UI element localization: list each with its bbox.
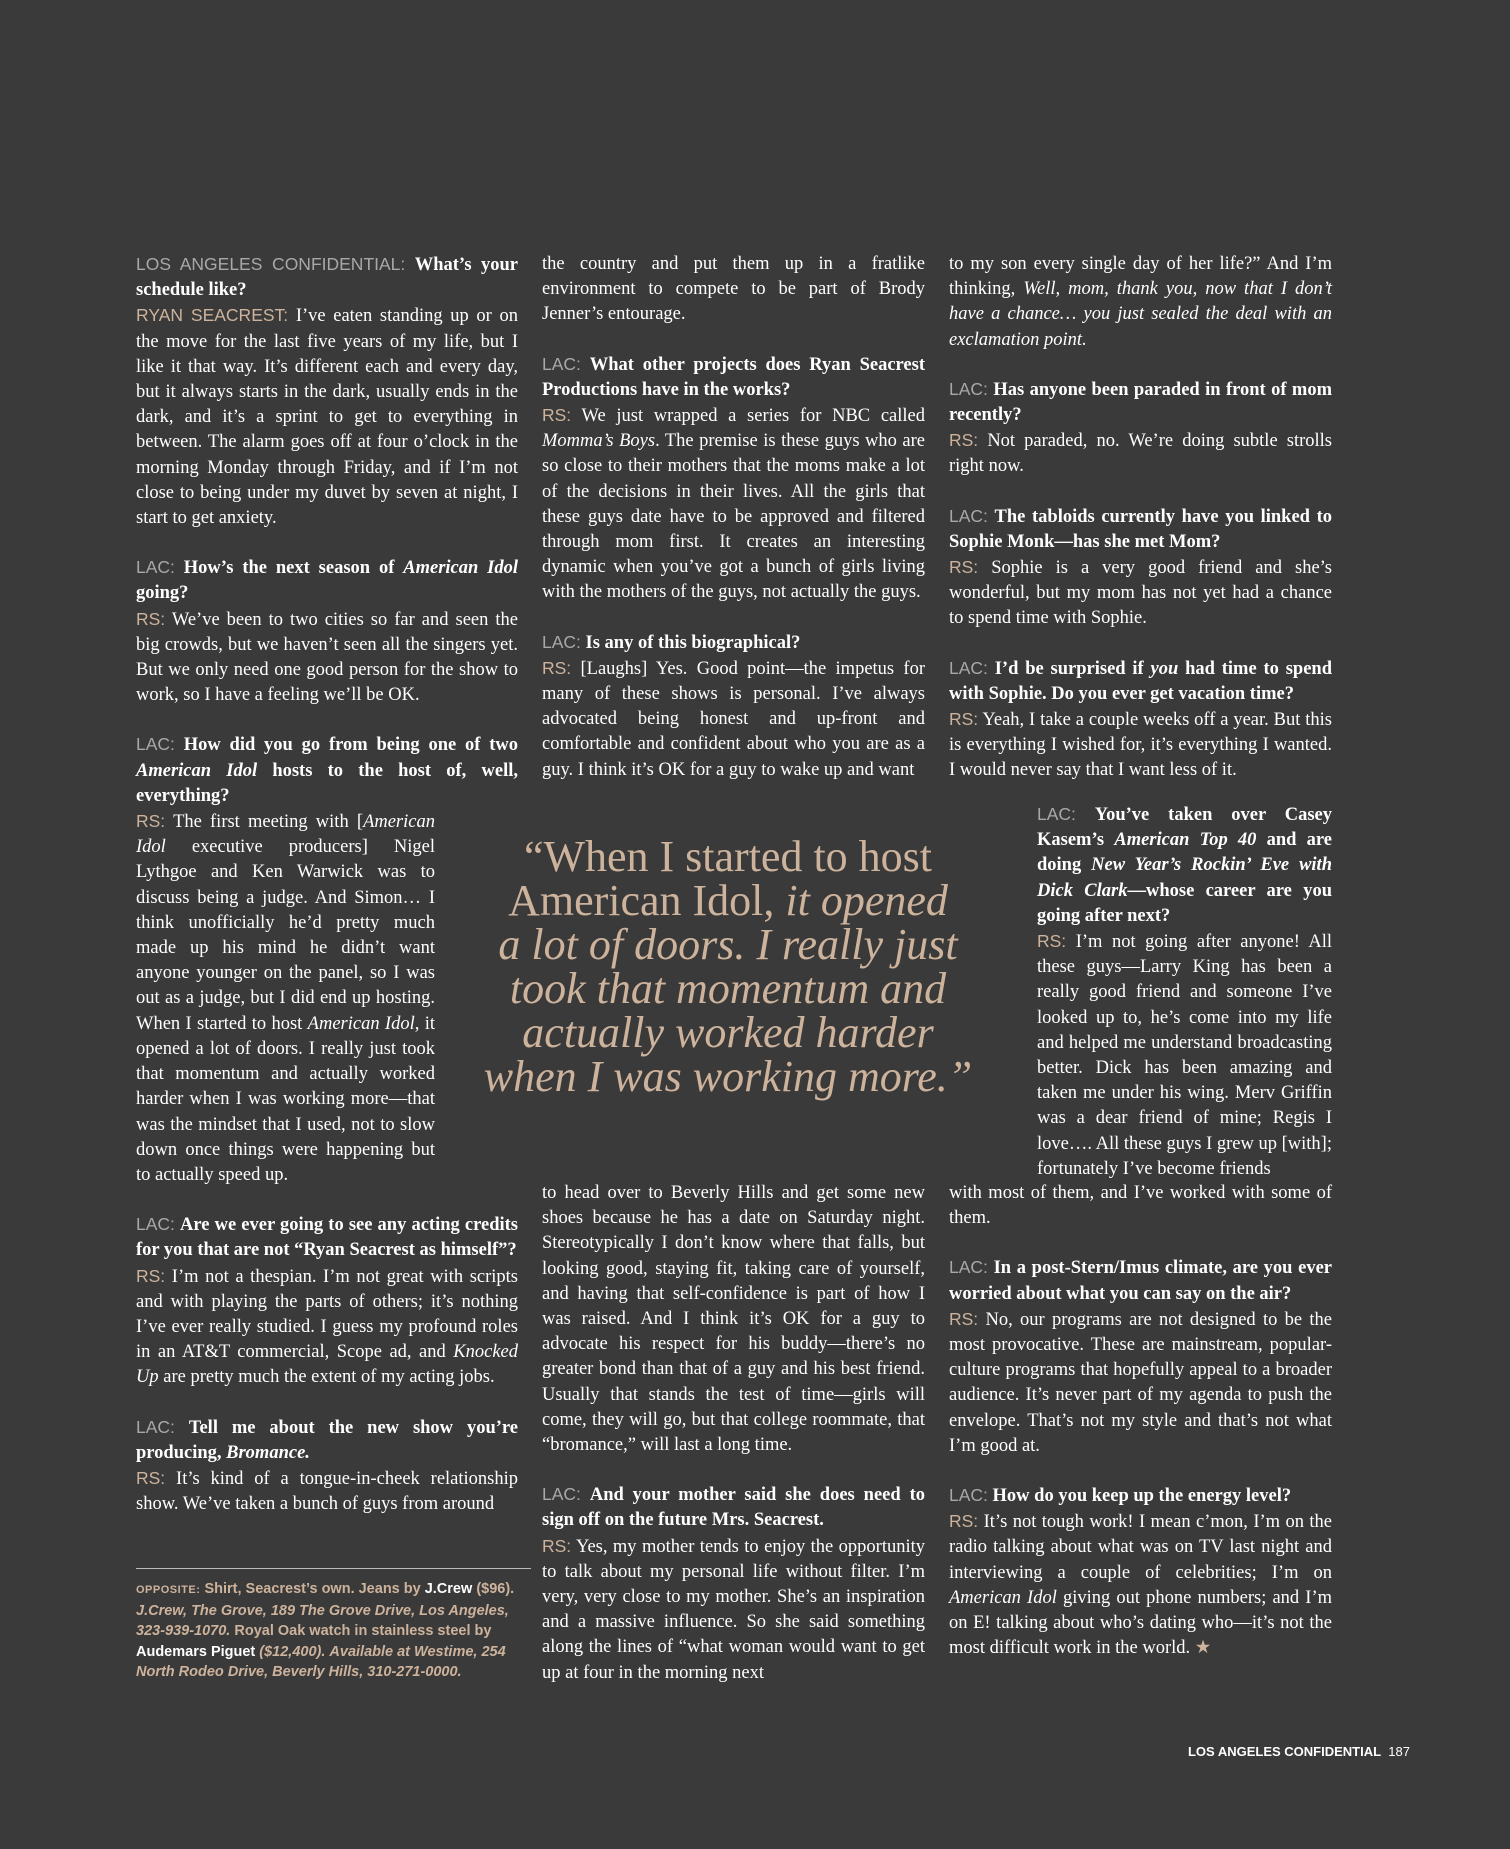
page-footer — [1188, 1744, 1410, 1759]
qa-career — [1037, 802, 1332, 1182]
qa-schedule — [136, 252, 518, 531]
interviewer-label: LAC: — [542, 1484, 581, 1505]
answer: Yes, my mother tends to enjoy the opportunity to talk about my personal life without filter. I’m very, very close to my mother. She’s an inspiration and a massive influence. So she said something along the lines of “what woman would want to get up at four in the morning next — [542, 1536, 925, 1683]
interviewer-label: LAC: — [1037, 804, 1076, 824]
pull-quote-line-1: “When I started to host — [523, 832, 933, 881]
caption-price: ($96). — [476, 1581, 515, 1597]
interviewee-label: RS: — [136, 1265, 166, 1286]
qa-projects — [542, 352, 925, 606]
pull-quote — [478, 832, 978, 1101]
question: Are we ever going to see any acting credits for you that are not “Ryan Seacrest as himself”? — [136, 1215, 518, 1261]
interviewee-label: RS: — [949, 430, 979, 451]
interviewee-label: RS: — [542, 1535, 572, 1556]
caption-label: OPPOSITE: — [136, 1584, 201, 1596]
caption-brand: J.Crew — [424, 1581, 473, 1597]
qa-energy — [949, 1483, 1332, 1661]
answer: It’s kind of a tongue-in-cheek relationship show. We’ve taken a bunch of guys from around — [136, 1468, 518, 1515]
question: What other projects does Ryan Seacrest Productions have in the works? — [542, 354, 925, 400]
qa-climate — [949, 1255, 1332, 1459]
qa-idol-season — [136, 555, 518, 708]
answer: Yeah, I take a couple weeks off a year. But this is everything I wished for, it’s everything I wanted. I would never say that I want less of it. — [949, 710, 1332, 781]
qa-mother — [542, 1482, 925, 1686]
interviewee-label: RS: — [136, 608, 166, 629]
caption-price: ($12,400). — [259, 1643, 326, 1660]
answer: I’m not going after anyone! All these guys—Larry King has been a really good friend and someone I’ve looked up to, he’s come into my life and helped me understand broadcasting better. Dick has been amazing and taken me under his wing. Merv Griffin was a dear friend of mine; Regis I love…. All these guys I grew up [with]; fortunately I’ve become friends — [1037, 932, 1333, 1179]
interviewer-label: LAC: — [136, 1214, 175, 1235]
qa-acting — [136, 1212, 518, 1390]
qa-bromance — [136, 1415, 518, 1518]
answer: [Laughs] Yes. Good point—the impetus for many of these shows is personal. I’ve always advocated being honest and up-front and comfortable and confident about who you are as a guy. I think it’s OK for a guy to wake up and want — [542, 658, 925, 780]
answer-block — [136, 809, 435, 1188]
question: I’d be surprised if you had time to spend with Sophie. Do you ever get vacation time? — [949, 658, 1332, 704]
interviewer-label: LAC: — [542, 631, 581, 652]
pull-quote-rest: a lot of doors. I really just took that momentum and actually worked harder when I was working more.” — [483, 920, 973, 1101]
caption-text: Shirt, Seacrest’s own. Jeans by — [204, 1581, 421, 1597]
interviewee-label: RS: — [949, 1511, 979, 1532]
answer-continued: to my son every single day of her life?” And I’m thinking, Well, mom, thank you, now that I don’t have a chance… you just sealed the deal with an exclamation point. — [949, 254, 1333, 350]
interviewee-label: RS: — [949, 1308, 979, 1329]
qa-biographical — [542, 630, 925, 783]
question: Tell me about the new show you’re producing, Bromance. — [136, 1417, 518, 1463]
column-1 — [136, 252, 518, 1541]
interviewer-label: LAC: — [136, 557, 175, 578]
interviewee-label: RS: — [542, 405, 572, 426]
interviewee-label: RS: — [542, 657, 572, 678]
interviewer-label: LAC: — [949, 1257, 988, 1278]
answer: We’ve been to two cities so far and seen the big crowds, but we haven’t seen all the singers yet. But we only need one good person for the show to work, so I have a feeling we’ll be OK. — [136, 609, 518, 706]
interviewer-label: LAC: — [949, 505, 988, 526]
question: How’s the next season of American Idol going? — [136, 558, 519, 604]
magazine-name: LOS ANGELES CONFIDENTIAL — [1187, 1744, 1382, 1759]
interviewee-label: RS: — [949, 557, 979, 578]
answer: It’s not tough work! I mean c’mon, I’m on the radio talking about what was on TV last night and interviewing a couple of celebrities; I’m on American Idol giving out phone numbers; and I’m on E! talking about who’s dating who—it’s not the most difficult work in the world. — [949, 1512, 1333, 1659]
answer: Sophie is a very good friend and she’s wonderful, but my mom has not yet had a chance to spend time with Sophie. — [949, 558, 1332, 629]
interviewee-label: RS: — [136, 811, 166, 832]
answer-continued: with most of them, and I’ve worked with some of them. — [949, 1183, 1332, 1229]
question: What’s your schedule like? — [136, 255, 519, 301]
interviewee-label: RS: — [1037, 931, 1067, 952]
answer: I’ve eaten standing up or on the move for the last five years of my life, but I like it that way. It’s different each and every day, but it always starts in the dark, usually ends in the dark, and it’s a sprint to get to everything in between. The alarm goes off at four o’clock in the morning Monday through Friday, and if I’m not close to being under my duvet by seven at night, I start to get anxiety. — [136, 306, 518, 529]
column-3-indented — [1037, 802, 1332, 1182]
interviewee-label: RS: — [949, 709, 979, 730]
interviewer-label: LOS ANGELES CONFIDENTIAL: — [136, 254, 406, 274]
qa-paraded — [949, 377, 1332, 480]
caption-text: Royal Oak watch in stainless steel by — [234, 1623, 492, 1639]
answer: The first meeting with [American Idol executive producers] Nigel Lythgoe and Ken Warwick was to discuss being a judge. And Simon… I think unofficially he’d pretty much made up his mind he didn’t want anyone younger on the panel, so I was out as a judge, but I did end up hosting. When I started to host American Idol, it opened a lot of doors. I really just took that momentum and actually worked harder when I was working more—that was the mindset that I used, not to slow down once things were happening but to actually speed up. — [136, 812, 435, 1185]
interviewer-label: LAC: — [136, 734, 175, 755]
page-number: 187 — [1388, 1744, 1410, 1759]
interviewee-label: RS: — [136, 1467, 166, 1488]
question: How do you keep up the energy level? — [992, 1486, 1292, 1507]
caption-address: J.Crew, The Grove, 189 The Grove Drive, Los Angeles, 323-939-1070. — [136, 1602, 509, 1639]
question: The tabloids currently have you linked to Sophie Monk—has she met Mom? — [949, 506, 1332, 552]
interviewer-label: LAC: — [949, 657, 988, 678]
question: You’ve taken over Casey Kasem’s American Top 40 and are doing New Year’s Rockin’ Eve with Dick Clark—whose career are you going after next? — [1037, 805, 1333, 926]
answer: We just wrapped a series for NBC called Momma’s Boys. The premise is these guys who are so close to their mothers that the moms make a lot of the decisions in their lives. All the girls that these guys date have to be approved and filtered through mom first. It creates an interesting dynamic when you’ve got a bunch of girls living with the mothers of the guys, not actually the guys. — [542, 406, 925, 603]
interviewer-label: LAC: — [949, 378, 988, 399]
caption-brand: Audemars Piguet — [136, 1643, 256, 1660]
interviewer-label: LAC: — [949, 1485, 988, 1506]
qa-vacation — [949, 656, 1332, 784]
photo-caption — [136, 1568, 531, 1683]
answer: No, our programs are not designed to be the most provocative. These are mainstream, popular-culture programs that hopefully appeal to a broader audience. It’s never part of my agenda to push the envelope. That’s not my style and that’s not what I’m good at. — [949, 1309, 1332, 1456]
column-2-top — [542, 252, 925, 807]
end-star-icon: ★ — [1194, 1638, 1212, 1659]
question: Is any of this biographical? — [585, 632, 801, 653]
question: In a post-Stern/Imus climate, are you ever worried about what you can say on the air? — [949, 1258, 1333, 1304]
interviewer-label: LAC: — [136, 1416, 175, 1437]
column-3-top — [949, 252, 1332, 808]
interviewer-label: LAC: — [542, 353, 581, 374]
column-3-bottom — [949, 1181, 1332, 1685]
answer: I’m not a thespian. I’m not great with scripts and with playing the parts of others; it’s nothing I’ve ever really studied. I guess my profound roles in an AT&T commercial, Scope ad, and Knocked Up are pretty much the extent of my acting jobs. — [136, 1266, 519, 1388]
answer-continued: to head over to Beverly Hills and get some new shoes because he has a date on Saturday night. Stereotypically I don’t know where that falls, but looking good, staying fit, taking care of yourself, and having that self-confidence is part of how I was raised. And I think it’s OK for a guy to advocate his respect for his buddy—there’s no greater bond than that of a guy and his best friend. Usually that stands the test of time—girls will come, they will go, but that college roommate, that “bromance,” will last a long time. — [542, 1183, 925, 1456]
answer-continued: the country and put them up in a fratlike environment to compete to be part of Brody Jenner’s entourage. — [542, 254, 925, 325]
interviewee-label: RYAN SEACREST: — [136, 305, 289, 326]
answer: Not paraded, no. We’re doing subtle strolls right now. — [949, 431, 1333, 477]
qa-host — [136, 732, 518, 1188]
question: How did you go from being one of two American Idol hosts to the host of, well, everything? — [136, 735, 518, 806]
column-2-bottom — [542, 1181, 925, 1710]
qa-tabloids — [949, 504, 1332, 632]
question: Has anyone been paraded in front of mom recently? — [949, 379, 1333, 426]
question: And your mother said she does need to sign off on the future Mrs. Seacrest. — [542, 1485, 925, 1531]
pull-quote-line-2: American Idol, it opened — [508, 876, 948, 925]
caption-address: Available at Westime, 254 North Rodeo Drive, Beverly Hills, 310-271-0000. — [136, 1643, 506, 1680]
